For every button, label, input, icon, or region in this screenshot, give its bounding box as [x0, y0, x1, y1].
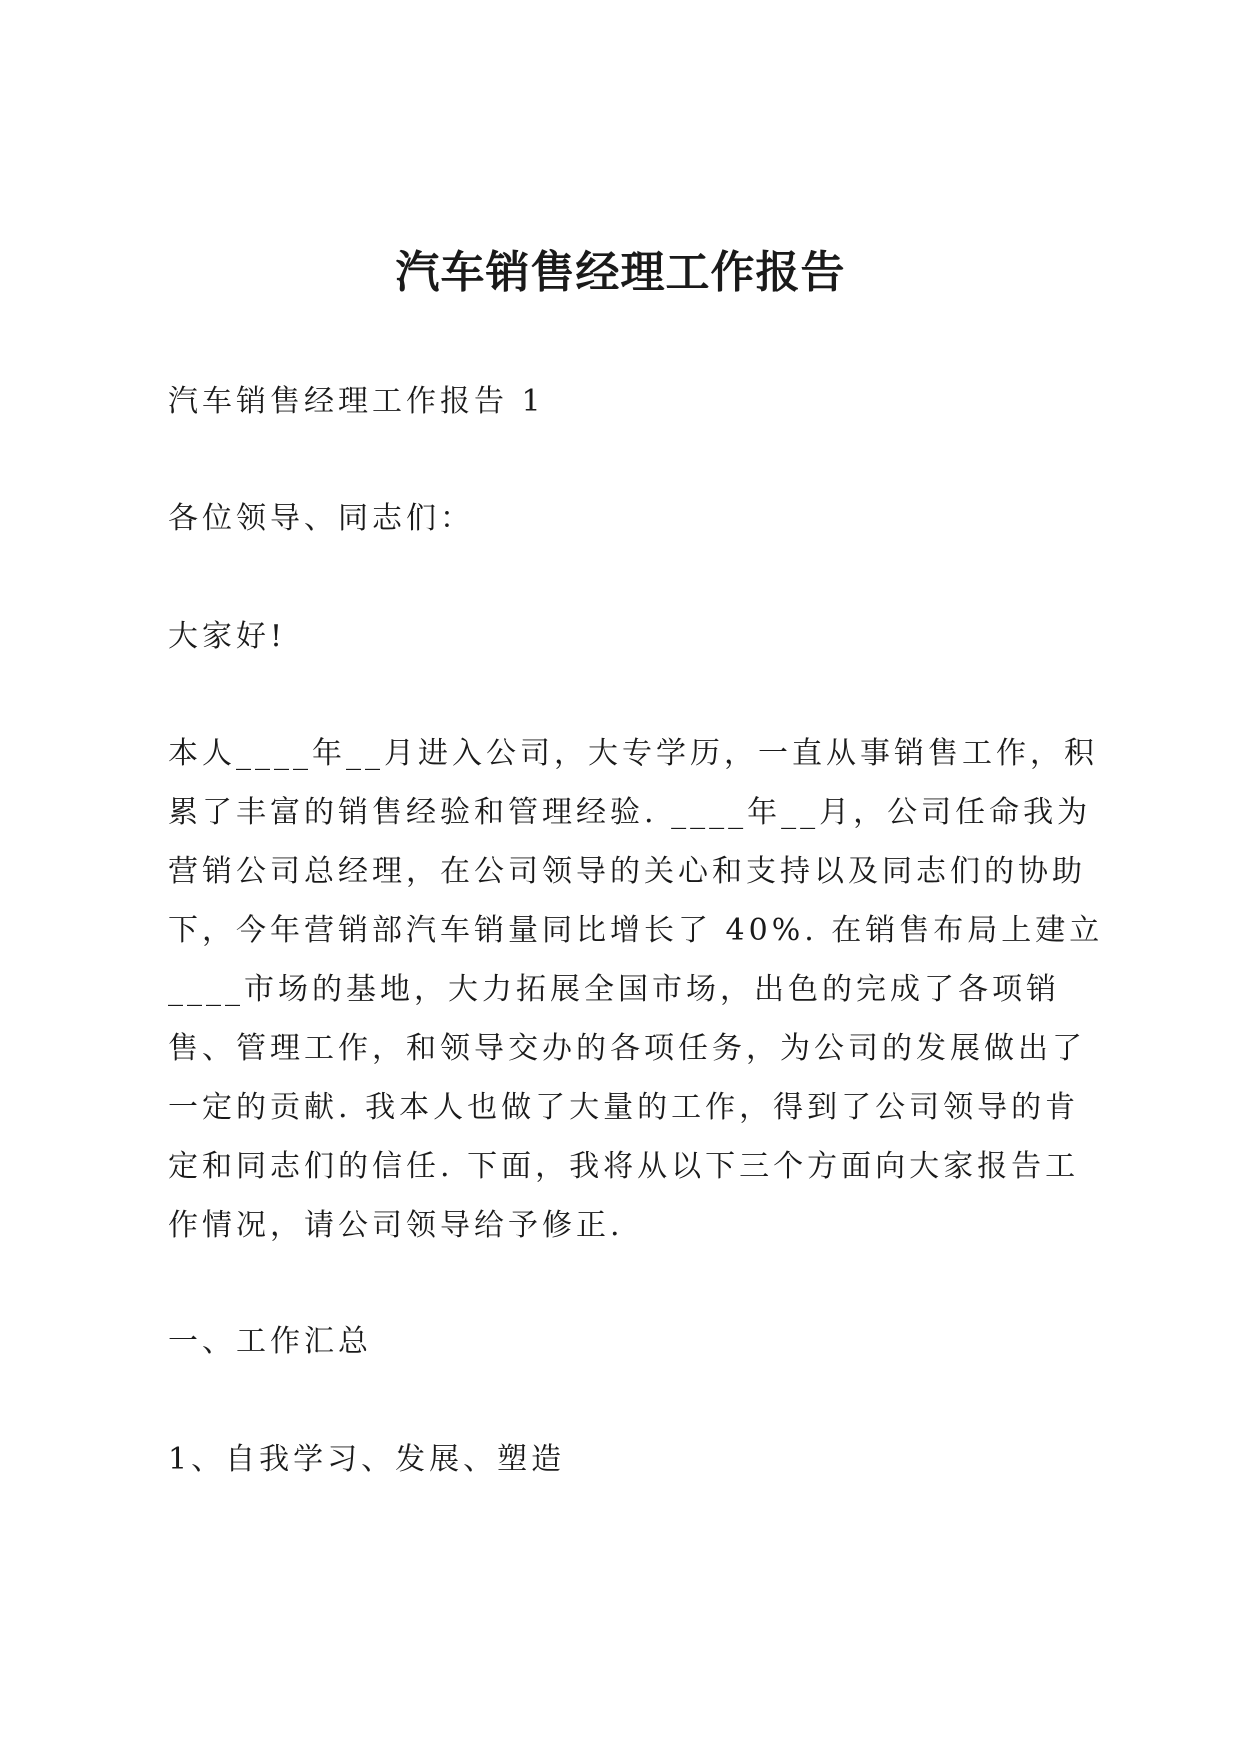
body-line: 售、管理工作，和领导交办的各项任务，为公司的发展做出了	[168, 1031, 1086, 1066]
body-line: 定和同志们的信任. 下面，我将从以下三个方面向大家报告工	[168, 1149, 1080, 1184]
section-heading: 一、工作汇总	[168, 1324, 372, 1359]
body-line: 下，今年营销部汽车销量同比增长了 40%. 在销售布局上建立	[168, 913, 1104, 948]
body-line: 营销公司总经理，在公司领导的关心和支持以及同志们的协助	[168, 854, 1086, 889]
report-subtitle: 汽车销售经理工作报告 1	[168, 384, 545, 419]
salutation: 各位领导、同志们：	[168, 501, 474, 536]
body-line: ____市场的基地，大力拓展全国市场，出色的完成了各项销	[168, 972, 1060, 1007]
subsection-heading: 1、自我学习、发展、塑造	[168, 1442, 566, 1477]
document-title: 汽车销售经理工作报告	[395, 247, 846, 298]
body-paragraph	[168, 734, 1104, 1265]
greeting: 大家好!	[168, 619, 287, 654]
body-line: 本人____年__月进入公司，大专学历，一直从事销售工作，积	[168, 736, 1098, 771]
body-line: 作情况，请公司领导给予修正.	[168, 1208, 624, 1243]
body-line: 一定的贡献. 我本人也做了大量的工作，得到了公司领导的肯	[168, 1090, 1080, 1125]
body-line: 累了丰富的销售经验和管理经验. ____年__月，公司任命我为	[168, 795, 1092, 830]
